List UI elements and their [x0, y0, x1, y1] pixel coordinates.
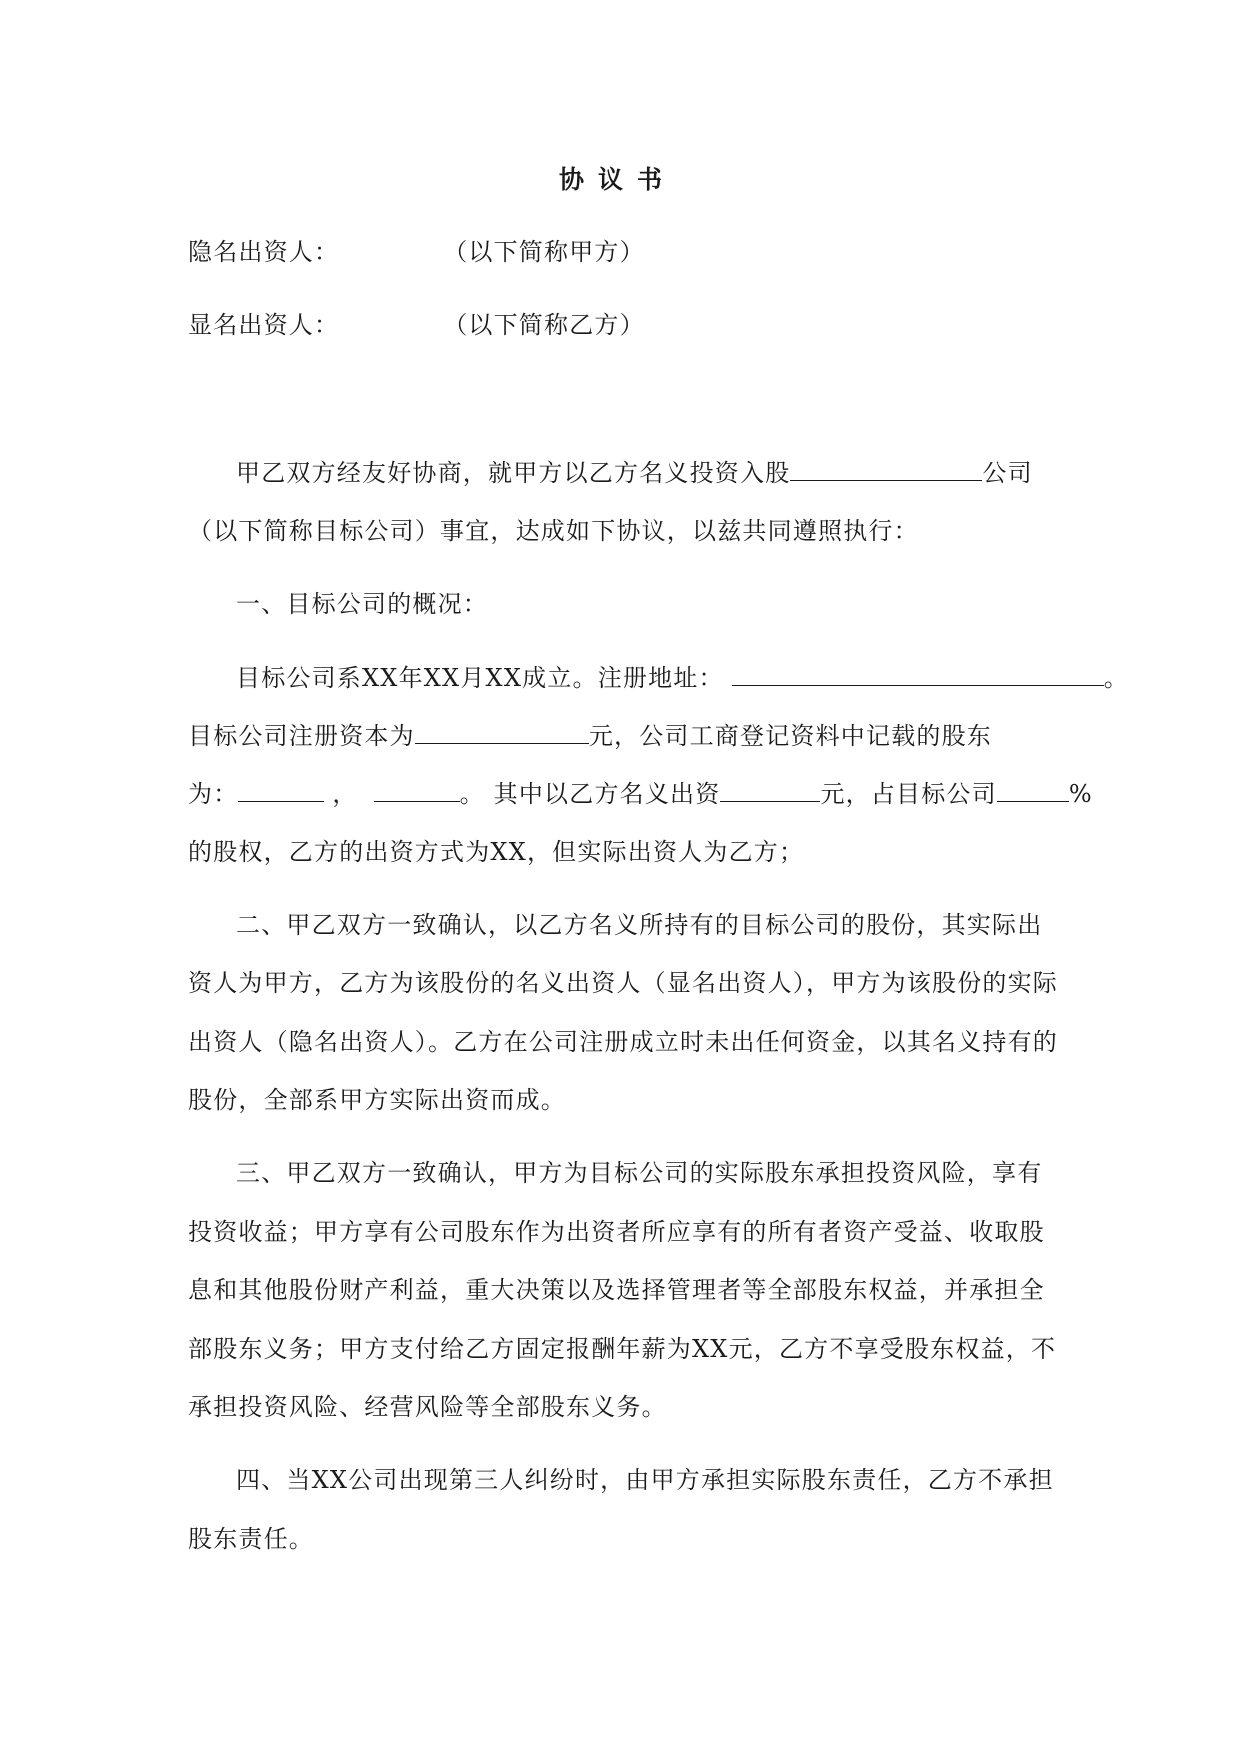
capital-text: 目标公司注册资本为: [188, 722, 415, 750]
party-a-label: 隐名出资人：: [188, 238, 340, 266]
period-text: 。: [1103, 664, 1129, 692]
party-b-line: [188, 309, 645, 341]
section-3-line-3: 息和其他股份财产利益，重大决策以及选择管理者等全部股东权益，并承担全: [188, 1276, 1045, 1304]
party-b-note: （以下简称乙方）: [443, 311, 645, 339]
intro-text-1b: 公司: [982, 459, 1033, 487]
shareholder-text: 元，公司工商登记资料中记载的股东: [588, 722, 993, 750]
section-1-line-4: 的股权，乙方的出资方式为XX，但实际出资人为乙方；: [188, 838, 805, 866]
section-1-line-1: [236, 661, 1129, 694]
shareholders-label: 为：: [188, 780, 239, 808]
section-2-line-2: 资人为甲方，乙方为该股份的名义出资人（显名出资人），甲方为该股份的实际: [188, 969, 1058, 997]
section-2-line-4: 股份，全部系甲方实际出资而成。: [188, 1086, 566, 1114]
intro-text-1a: 甲乙双方经友好协商，就甲方以乙方名义投资入股: [236, 459, 791, 487]
section-2-line-3: 出资人（隐名出资人）。乙方在公司注册成立时未出任何资金，以其名义持有的: [188, 1028, 1058, 1056]
party-b-label: 显名出资人：: [188, 311, 340, 339]
founding-text: 目标公司系XX年XX月XX成立。注册地址：: [236, 664, 724, 692]
section-4-line-2: 股东责任。: [188, 1525, 314, 1553]
section-3-line-1: 三、甲乙双方一致确认，甲方为目标公司的实际股东承担投资风险，享有: [236, 1159, 1043, 1187]
section-3-line-2: 投资收益；甲方享有公司股东作为出资者所应享有的所有者资产受益、收取股: [188, 1218, 1045, 1246]
contribution-amount-blank[interactable]: [720, 777, 820, 802]
percent-sign: %: [1068, 780, 1093, 808]
company-name-blank[interactable]: [790, 456, 982, 481]
section-3-line-5: 承担投资风险、经营风险等全部股东义务。: [188, 1393, 667, 1421]
party-a-line: [188, 236, 645, 268]
section-1-line-2: [188, 719, 992, 752]
share-text: 元，占目标公司: [820, 780, 997, 808]
share-percent-blank[interactable]: [997, 777, 1069, 802]
registered-capital-blank[interactable]: [415, 719, 589, 744]
comma-text: ，: [332, 780, 358, 808]
document-title: 协议书: [558, 165, 676, 194]
contribution-text: 。 其中以乙方名义出资: [459, 780, 721, 808]
shareholder-1-blank[interactable]: [238, 777, 324, 802]
section-3-line-4: 部股东义务；甲方支付给乙方固定报酬年薪为XX元，乙方不享受股东权益，不: [188, 1335, 1057, 1363]
section-1-line-3: [188, 777, 1093, 810]
section-4-line-1: 四、当XX公司出现第三人纠纷时，由甲方承担实际股东责任，乙方不承担: [236, 1466, 1054, 1494]
intro-line-1: [236, 456, 1033, 489]
registered-address-blank[interactable]: [732, 661, 1104, 686]
intro-line-2: （以下简称目标公司）事宜，达成如下协议，以兹共同遵照执行：: [188, 517, 919, 545]
shareholder-2-blank[interactable]: [374, 777, 460, 802]
section-2-line-1: 二、甲乙双方一致确认，以乙方名义所持有的目标公司的股份，其实际出: [236, 911, 1043, 939]
section-1-heading: 一、目标公司的概况：: [236, 590, 488, 618]
party-a-note: （以下简称甲方）: [443, 238, 645, 266]
